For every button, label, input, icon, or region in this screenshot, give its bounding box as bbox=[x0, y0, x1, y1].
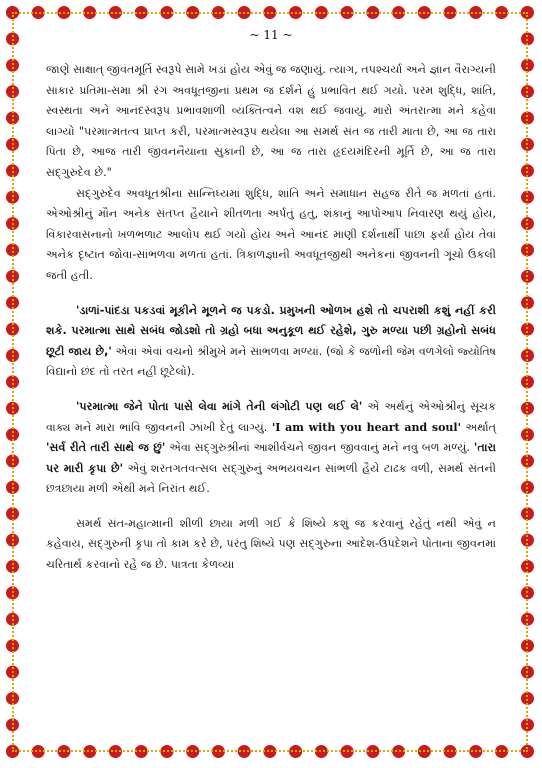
guru-quote-langoti: 'પરમાત્મા જેને પોતા પાસે લેવા માંગે તેની લંગોટી પણ લઈ લે' bbox=[76, 399, 363, 413]
paragraph-4-text-4: એવું શરતગતવત્સલ સદ્ગુરુનું અભયવચન સાંભળી હૈયે ટાઢક વળી, સમર્થ સંતની છત્રછાયા મળી એથી મને નિરાંત થઈ. bbox=[46, 461, 496, 496]
paragraph-5: સમર્થ સંત-મહાત્માની શીળી છાયા મળી ગઈ કે શિષ્યે કશું જ કરવાનું રહેતું નથી એવું ન કહેવાય, સદ્ગુરુની કૃપા તો કામ કરે છે, પરંતુ શિષ્યે પણ સદ્ગુરુના આદેશ-ઉપદેશને પોતાના જીવનમાં ચરિતાર્થ કરવાનો રહે જ છે. પાત્રતા કેળવ્યા bbox=[46, 516, 496, 572]
paragraph-3 bbox=[46, 301, 496, 383]
paragraph-3-text: એવાં એવાં વચનો શ્રીમુખે મને સાંભળવા મળ્યાં. (જો કે જળોની જેમ વળગેલો જ્યોતિષ વિદ્યાનો છંદ તો તરત નહીં છૂટેલો). bbox=[46, 344, 496, 379]
paragraph-4-text-1: એ અર્થનું એઓશ્રીનું સૂચક વાક્ય મને મારા ભાવિ જીવનની ઝાંખી દેતું લાગ્યું. bbox=[46, 399, 497, 434]
paragraph-4-text-3: એવા સદ્ગુરુશ્રીનાં આશીર્વચને જીવન જીવવાનું મને નવું બળ મળ્યું. bbox=[165, 441, 474, 455]
guru-quote-with-you: 'સર્વ રીતે તારી સાથે જ છું' bbox=[46, 441, 166, 455]
paragraph-4-text-2: અર્થાત્ bbox=[460, 420, 496, 434]
page-content bbox=[46, 60, 496, 576]
page-number: ~ 11 ~ bbox=[249, 28, 293, 42]
paragraph-2: સદ્ગુરુદેવ અવધૂતશ્રીના સાન્નિધ્યમાં શુદ્ધિ, શાંતિ અને સમાધાન સહજ રીતે જ મળતાં હતાં. એઓશ્રીનું મૌન અનેક સંતપ્ત હૈયાને શીતળતા અર્પતું હતુ, શંકાનું આપોઆપ નિવારણ થયું હોય, વિકારવાસનાનો ખળભળાટ આલોપ થઈ ગયો હોય અને આનંદ માણી દર્શનાર્થી પાછા ફર્યા હોય તેવાં અનેક દૃષ્ટાંત જોવા-સાંભળવા મળતાં હતાં. ત્રિકાળજ્ઞાની અવધૂતજીથી અનેકનાં જીવનની ગૂંચો ઉકલી જતી હતી. bbox=[46, 186, 496, 282]
paragraph-1: જાણે સાક્ષાત્ જીવંતમૂર્તિ સ્વરૂપે સામે ખડાં હોય એવું જ જણાયું. ત્યાગ, તપશ્ચર્યા અને જ્ઞાન વૈરાગ્યની સાકાર પ્રતિમા-સમા શ્રી રંગ અવધૂતજીનાં પ્રથમ જ દર્શને હું પ્રભાવિત થઈ ગયો. પરમ શુદ્ધિ, શાંતિ, સ્વસ્થતા અને આનંદસ્વરૂપ પ્રભાવશાળી વ્યક્તિત્વને વશ થઈ જવાયું. મારો અંતરાત્મા મને કહેવા લાગ્યો "પરમાત્મતત્વ પ્રાપ્ત કરી, પરમાત્મસ્વરૂપ થયેલા આ સમર્થ સંત જ તારી માતા છે, આ જ તારા પિતા છે, આજ તારી જીવનનૈયાના સુકાની છે, આ જ તારા હૃદયમંદિરની મૂર્તિ છે, આ જ તારા સદ્ગુરુદેવ છે." bbox=[46, 63, 496, 179]
paragraph-4 bbox=[46, 397, 496, 500]
english-quote: 'I am with you heart and soul' bbox=[271, 420, 461, 434]
guru-quote-roots: 'ડાળાં-પાંદડા પકડવાં મૂકીને મૂળને જ પકડો. પ્રમુખની ઓળખ હશે તો ચપરાશી કશું નહીં કરી શકે. પરમાત્મા સાથે સબંધ જોડશો તો ગ્રહો બધા અનુકૂળ થઈ રહેશે, ગુરુ મળ્યા પછી ગ્રહોનો સબંધ છૂટી જાય છે,' bbox=[46, 303, 496, 358]
guru-quote-grace: 'તારા પર મારી કૃપા છે' bbox=[46, 441, 497, 475]
